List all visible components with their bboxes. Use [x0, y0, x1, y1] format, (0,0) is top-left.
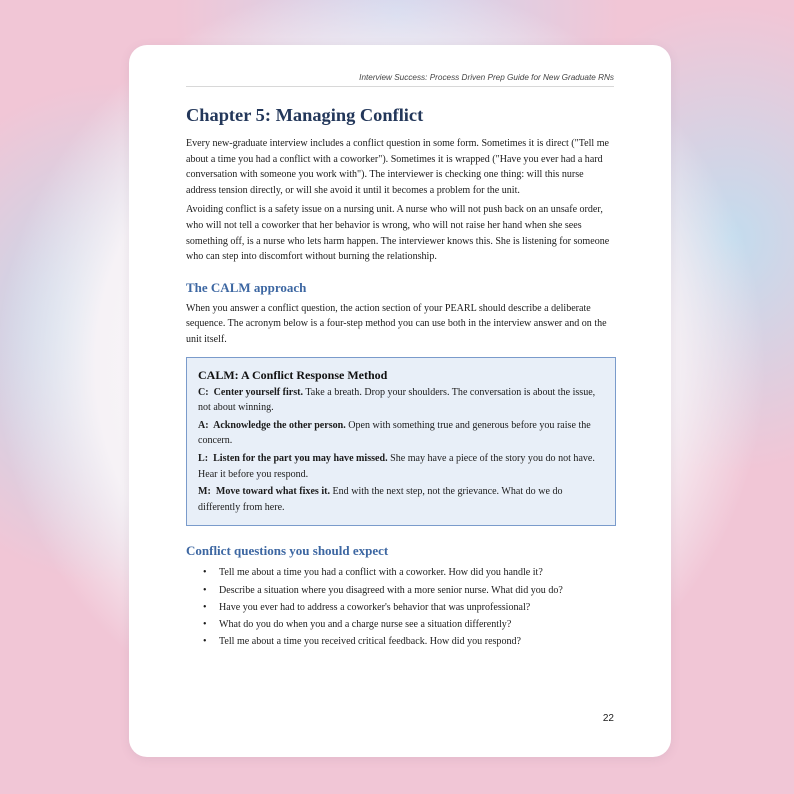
section-heading-questions: Conflict questions you should expect: [186, 543, 389, 559]
document-page: [129, 45, 671, 757]
chapter-title: Chapter 5: Managing Conflict: [186, 105, 424, 125]
calm-callout-box: [186, 357, 616, 527]
bullet-icon: •: [203, 584, 207, 596]
step-text: Open with something true and generous before you raise the concern.: [198, 419, 591, 447]
bullet-icon: •: [203, 636, 207, 648]
list-item: • Have you ever had to address a coworker's behavior that was unprofessional?: [186, 599, 616, 616]
calm-step-a: A: Acknowledge the other person. Open with something true and generous before you raise the concern.: [198, 419, 591, 447]
list-item: • Tell me about a time you received critical feedback. How did you respond?: [186, 633, 616, 650]
bullet-icon: •: [203, 601, 207, 613]
calm-intro-paragraph: When you answer a conflict question, the action section of your PEARL should describe a deliberate sequence. The acronym below is a four-step method you can use both in the interview answer and on the unit itself.: [186, 302, 607, 345]
step-text: Take a breath. Drop your shoulders. The conversation is about the issue, not about winning.: [198, 386, 596, 414]
calm-step-c: C: Center yourself first. Take a breath. Drop your shoulders. The conversation is about the issue, not about winning.: [198, 386, 596, 414]
calm-step-l: L: Listen for the part you may have missed. She may have a piece of the story you do not have. Hear it before you respond.: [198, 452, 595, 480]
step-text: She may have a piece of the story you do not have. Hear it before you respond.: [198, 452, 595, 480]
header-divider: [186, 86, 614, 87]
step-lead: Move toward what fixes it.: [215, 486, 330, 498]
step-lead: Acknowledge the other person.: [213, 419, 346, 431]
page-content: [186, 103, 616, 651]
step-letter: M: [198, 486, 208, 498]
list-item: • Tell me about a time you had a conflict with a coworker. How did you handle it?: [186, 564, 616, 581]
step-letter: A: [198, 419, 206, 431]
callout-title: CALM: A Conflict Response Method: [198, 367, 388, 382]
running-header: Interview Success: Process Driven Prep Guide for New Graduate RNs: [359, 73, 614, 82]
bullet-icon: •: [203, 619, 207, 631]
questions-list: [186, 564, 616, 650]
body-paragraph-2: Avoiding conflict is a safety issue on a nursing unit. A nurse who will not push back on an unsafe order, who will not tell a coworker that her behavior is wrong, who will not raise her hand when she sees something off, is a nurse who lets harm happen. The interviewer knows this. She is listening for someone who can step into discomfort without burning the relationship.: [186, 204, 610, 263]
list-item: • Describe a situation where you disagreed with a more senior nurse. What did you do?: [186, 582, 616, 599]
body-paragraph-1: Every new-graduate interview includes a conflict question in some form. Sometimes it is direct ("Tell me about a time you had a conflict with a coworker"). Sometimes it is wrapped ("Have you ever had a hard conversation with someone you work with"). The interviewer is checking one thing: will this nurse address tension directly, or will she avoid it until it becomes a problem for the unit.: [186, 138, 610, 196]
calm-step-m: M: Move toward what fixes it. End with the next step, not the grievance. What do we do differently from here.: [198, 486, 563, 513]
step-lead: Listen for the part you may have missed.: [213, 452, 388, 464]
step-text: End with the next step, not the grievance. What do we do differently from here.: [198, 486, 563, 513]
step-letter: L: [198, 452, 205, 464]
page-number: 22: [602, 713, 614, 724]
bullet-icon: •: [203, 567, 207, 579]
section-heading-calm: The CALM approach: [186, 279, 307, 295]
step-lead: Center yourself first.: [213, 386, 304, 398]
list-item: • What do you do when you and a charge nurse see a situation differently?: [186, 616, 616, 633]
step-letter: C: [198, 386, 206, 398]
